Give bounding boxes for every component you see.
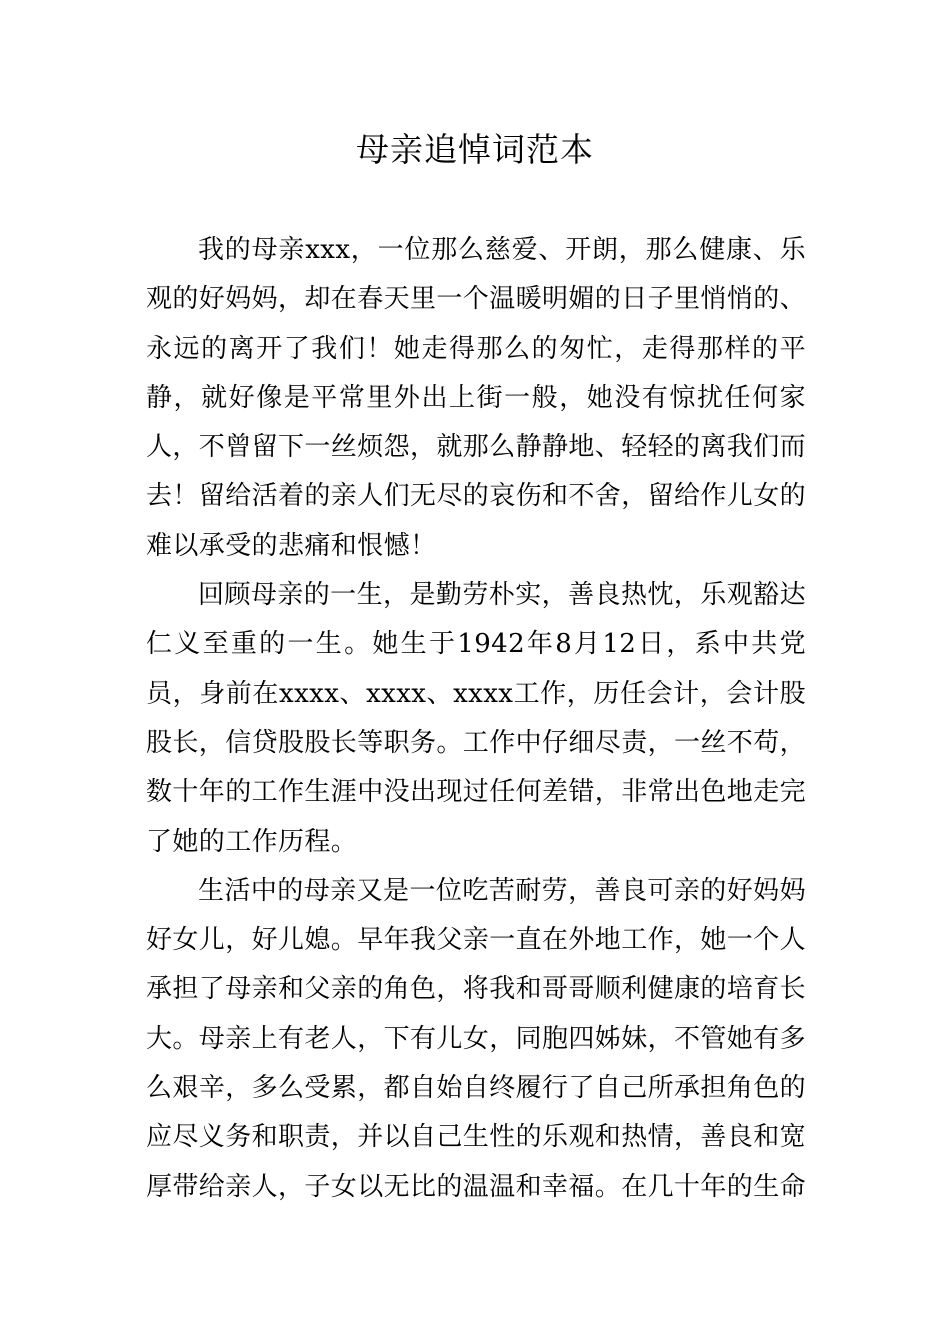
page-title: 母亲追悼词范本 (356, 130, 594, 169)
document-body (146, 226, 806, 1212)
paragraph-2: 回顾母亲的一生，是勤劳朴实，善良热忱，乐观豁达仁义至重的一生。她生于1942年8月12日，系中共党员，身前在xxxx、xxxx、xxxx工作，历任会计，会计股股长，信贷股股长等职务。工作中仔细尽责，一丝不苟，数十年的工作生涯中没出现过任何差错，非常出色地走完了她的工作历程。 (146, 580, 807, 857)
paragraph-3: 生活中的母亲又是一位吃苦耐劳，善良可亲的好妈妈好女儿，好儿媳。早年我父亲一直在外地工作，她一个人承担了母亲和父亲的角色，将我和哥哥顺利健康的培育长大。母亲上有老人，下有儿女，同胞四姊妹，不管她有多么艰辛，多么受累，都自始自终履行了自己所承担角色的应尽义务和职责，并以自己生性的乐观和热情，善良和宽厚带给亲人，子女以无比的温温和幸福。在几十年的生命 (146, 875, 807, 1202)
paragraph-1: 我的母亲xxx，一位那么慈爱、开朗，那么健康、乐观的好妈妈，却在春天里一个温暖明媚的日子里悄悄的、永远的离开了我们！她走得那么的匆忙，走得那样的平静，就好像是平常里外出上街一般，她没有惊扰任何家人，不曾留下一丝烦怨，就那么静静地、轻轻的离我们而去！留给活着的亲人们无尽的哀伤和不舍，留给作儿女的难以承受的悲痛和恨憾！ (146, 235, 807, 561)
